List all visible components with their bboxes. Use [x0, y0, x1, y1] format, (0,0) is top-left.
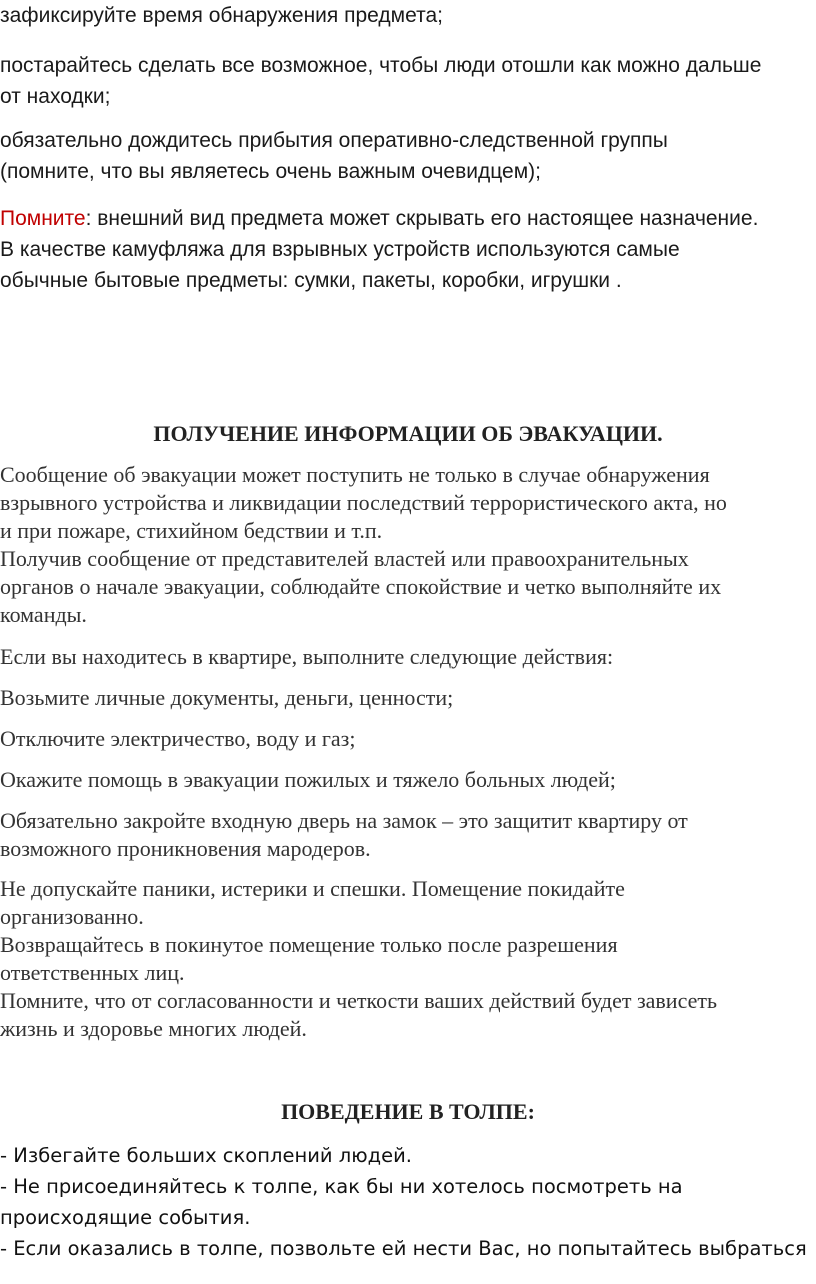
note-label: Помните — [0, 207, 86, 230]
evacuation-step-utilities: Отключите электричество, воду и газ; — [0, 726, 356, 751]
evacuation-step-lock-door: Обязательно закройте входную дверь на замок – это защитит квартиру от возможного проникновения мародеров. — [0, 808, 688, 861]
evacuation-intro: Сообщение об эвакуации может поступить не только в случае обнаружения взрывного устройства и ликвидации последствий террористического акта, но и при пожаре, стихийном бедствии и т.п. Получив сообщение от представителей властей или правоохранительных органов о начале эвакуации, соблюдайте спокойствие и четко выполняйте их команды. — [0, 462, 727, 627]
instruction-item-move-people: постарайтесь сделать все возможное, чтобы люди отошли как можно дальше от находки; — [0, 54, 762, 108]
crowd-list: - Избегайте больших скоплений людей. - Не присоединяйтесь к толпе, как бы ни хотелось посмотреть на происходящие события. - Если оказались в толпе, позвольте ей нести Вас, но попытайтесь выбраться — [0, 1140, 816, 1264]
crowd-item-avoid: - Избегайте больших скоплений людей. — [0, 1144, 412, 1167]
evacuation-step-help: Окажите помощь в эвакуации пожилых и тяжело больных людей; — [0, 767, 616, 792]
evacuation-apartment-actions: Если вы находитесь в квартире, выполните следующие действия: — [0, 644, 614, 669]
crowd-heading: ПОВЕДЕНИЕ В ТОЛПЕ: — [281, 1099, 535, 1124]
instruction-item-fix-time: зафиксируйте время обнаружения предмета; — [0, 4, 443, 27]
instruction-item-wait-group: обязательно дождитесь прибытия оперативно-следственной группы (помните, что вы являетесь очень важным очевидцем); — [0, 129, 668, 183]
crowd-item-if-in-crowd: - Если оказались в толпе, позвольте ей нести Вас, но попытайтесь выбраться — [0, 1237, 807, 1260]
crowd-item-dont-join: - Не присоединяйтесь к толпе, как бы ни хотелось посмотреть на — [0, 1175, 683, 1198]
note-paragraph: Помните: внешний вид предмета может скрывать его настоящее назначение. В качестве камуфляжа для взрывных устройств используются самые обычные бытовые предметы: сумки, пакеты, коробки, игрушки . — [0, 207, 759, 292]
evacuation-step-documents: Возьмите личные документы, деньги, ценности; — [0, 685, 454, 710]
evacuation-heading: ПОЛУЧЕНИЕ ИНФОРМАЦИИ ОБ ЭВАКУАЦИИ. — [153, 421, 663, 446]
evacuation-behavior: Не допускайте паники, истерики и спешки. Помещение покидайте организованно. Возвращайтесь в покинутое помещение только после разрешения ответственных лиц. Помните, что от согласованности и четкости ваших действий будет зависеть жизнь и здоровье многих людей. — [0, 876, 718, 1041]
